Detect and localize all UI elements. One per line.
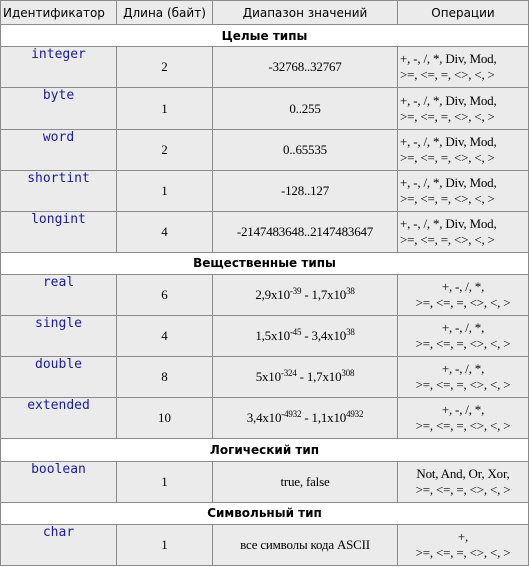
- header-range: Диапазон значений: [213, 1, 398, 25]
- range-min-mantissa: 3,4x10: [246, 410, 282, 426]
- section-title: Целые типы: [1, 25, 529, 47]
- section-title: Вещественные типы: [1, 252, 529, 274]
- type-operations: [398, 170, 529, 211]
- type-length: 1: [117, 88, 213, 129]
- type-identifier: longint: [1, 211, 117, 252]
- range-max-exponent: 38: [346, 327, 355, 338]
- type-length: 1: [117, 524, 213, 565]
- type-identifier: double: [1, 357, 117, 398]
- ops-line: >=, <=, =, <>, <, >: [415, 295, 511, 311]
- table-row: [1, 398, 529, 439]
- type-identifier: boolean: [1, 461, 117, 502]
- type-length: 4: [117, 316, 213, 357]
- range-separator: -: [296, 369, 307, 385]
- type-length: 1: [117, 461, 213, 502]
- type-identifier: char: [1, 524, 117, 565]
- type-range: [213, 357, 398, 398]
- ops-line: +,: [457, 528, 469, 544]
- table-row: [1, 170, 529, 211]
- type-range: [213, 316, 398, 357]
- type-operations: [398, 211, 529, 252]
- ops-line: >=, <=, =, <>, <, >: [400, 108, 495, 124]
- type-length: 6: [117, 275, 213, 316]
- type-identifier: real: [1, 275, 117, 316]
- ops-line: +, -, /, *,: [441, 320, 485, 336]
- type-range: 0..65535: [213, 129, 398, 170]
- type-length: 2: [117, 47, 213, 88]
- range-separator: -: [301, 287, 312, 303]
- ops-line: >=, <=, =, <>, <, >: [415, 336, 511, 352]
- range-max-mantissa: 1,7x10: [306, 369, 342, 385]
- table-row: [1, 524, 529, 565]
- type-identifier: shortint: [1, 170, 117, 211]
- type-range: -128..127: [213, 170, 398, 211]
- type-operations: [398, 524, 529, 565]
- table-row: [1, 357, 529, 398]
- range-max-exponent: 4932: [346, 409, 364, 420]
- section-title: Логический тип: [1, 439, 529, 461]
- ops-line: +, -, /, *,: [441, 279, 485, 295]
- ops-line: >=, <=, =, <>, <, >: [415, 544, 511, 560]
- type-operations: [398, 316, 529, 357]
- ops-line: +, -, /, *, Div, Mod,: [400, 174, 497, 190]
- range-separator: -: [301, 410, 312, 426]
- range-min-mantissa: 5x10: [255, 369, 281, 385]
- table-row: [1, 129, 529, 170]
- type-range: -32768..32767: [213, 47, 398, 88]
- table-row: [1, 275, 529, 316]
- type-operations: [398, 357, 529, 398]
- type-range: все символы кода ASCII: [213, 524, 398, 565]
- range-min-exponent: -45: [289, 327, 302, 338]
- type-operations: [398, 129, 529, 170]
- range-min-exponent: -4932: [281, 409, 302, 420]
- range-max-mantissa: 1,1x10: [311, 410, 347, 426]
- type-range: [213, 398, 398, 439]
- ops-line: >=, <=, =, <>, <, >: [400, 67, 495, 83]
- type-operations: [398, 275, 529, 316]
- header-operations: Операции: [398, 1, 529, 25]
- section-integer: [1, 25, 529, 47]
- type-identifier: integer: [1, 47, 117, 88]
- ops-line: +, -, /, *, Div, Mod,: [400, 133, 497, 149]
- type-range: [213, 275, 398, 316]
- ops-line: >=, <=, =, <>, <, >: [400, 149, 495, 165]
- type-operations: [398, 398, 529, 439]
- type-range: true, false: [213, 461, 398, 502]
- type-identifier: word: [1, 129, 117, 170]
- ops-line: Not, And, Or, Xor,: [416, 465, 510, 481]
- type-length: 2: [117, 129, 213, 170]
- range-max-exponent: 308: [341, 368, 355, 379]
- ops-line: +, -, /, *,: [441, 361, 485, 377]
- type-operations: [398, 461, 529, 502]
- range-min-mantissa: 2,9x10: [255, 287, 290, 303]
- table-row: [1, 461, 529, 502]
- range-max-exponent: 38: [346, 286, 355, 297]
- header-identifier: Идентификатор: [1, 1, 117, 25]
- range-min-mantissa: 1,5x10: [255, 328, 290, 344]
- table-row: [1, 88, 529, 129]
- type-range: 0..255: [213, 88, 398, 129]
- ops-line: >=, <=, =, <>, <, >: [400, 190, 495, 206]
- table-row: [1, 211, 529, 252]
- ops-line: +, -, /, *, Div, Mod,: [400, 92, 497, 108]
- type-identifier: single: [1, 316, 117, 357]
- type-identifier: byte: [1, 88, 117, 129]
- section-title: Символьный тип: [1, 502, 529, 524]
- range-max-mantissa: 3,4x10: [311, 328, 347, 344]
- range-min-exponent: -39: [289, 286, 302, 297]
- header-row: [1, 1, 529, 25]
- section-logical: [1, 439, 529, 461]
- ops-line: >=, <=, =, <>, <, >: [415, 377, 511, 393]
- range-max-mantissa: 1,7x10: [311, 287, 347, 303]
- section-real: [1, 252, 529, 274]
- table-row: [1, 316, 529, 357]
- ops-line: +, -, /, *, Div, Mod,: [400, 215, 497, 231]
- ops-line: >=, <=, =, <>, <, >: [415, 481, 511, 497]
- range-min-exponent: -324: [280, 368, 297, 379]
- type-operations: [398, 88, 529, 129]
- type-operations: [398, 47, 529, 88]
- section-char: [1, 502, 529, 524]
- type-length: 10: [117, 398, 213, 439]
- ops-line: >=, <=, =, <>, <, >: [400, 231, 495, 247]
- table-row: [1, 47, 529, 88]
- type-range: -2147483648..2147483647: [213, 211, 398, 252]
- type-length: 1: [117, 170, 213, 211]
- type-length: 4: [117, 211, 213, 252]
- ops-line: >=, <=, =, <>, <, >: [415, 418, 511, 434]
- type-identifier: extended: [1, 398, 117, 439]
- type-length: 8: [117, 357, 213, 398]
- header-length: Длина (байт): [117, 1, 213, 25]
- range-separator: -: [301, 328, 312, 344]
- ops-line: +, -, /, *, Div, Mod,: [400, 51, 497, 67]
- ops-line: +, -, /, *,: [441, 402, 485, 418]
